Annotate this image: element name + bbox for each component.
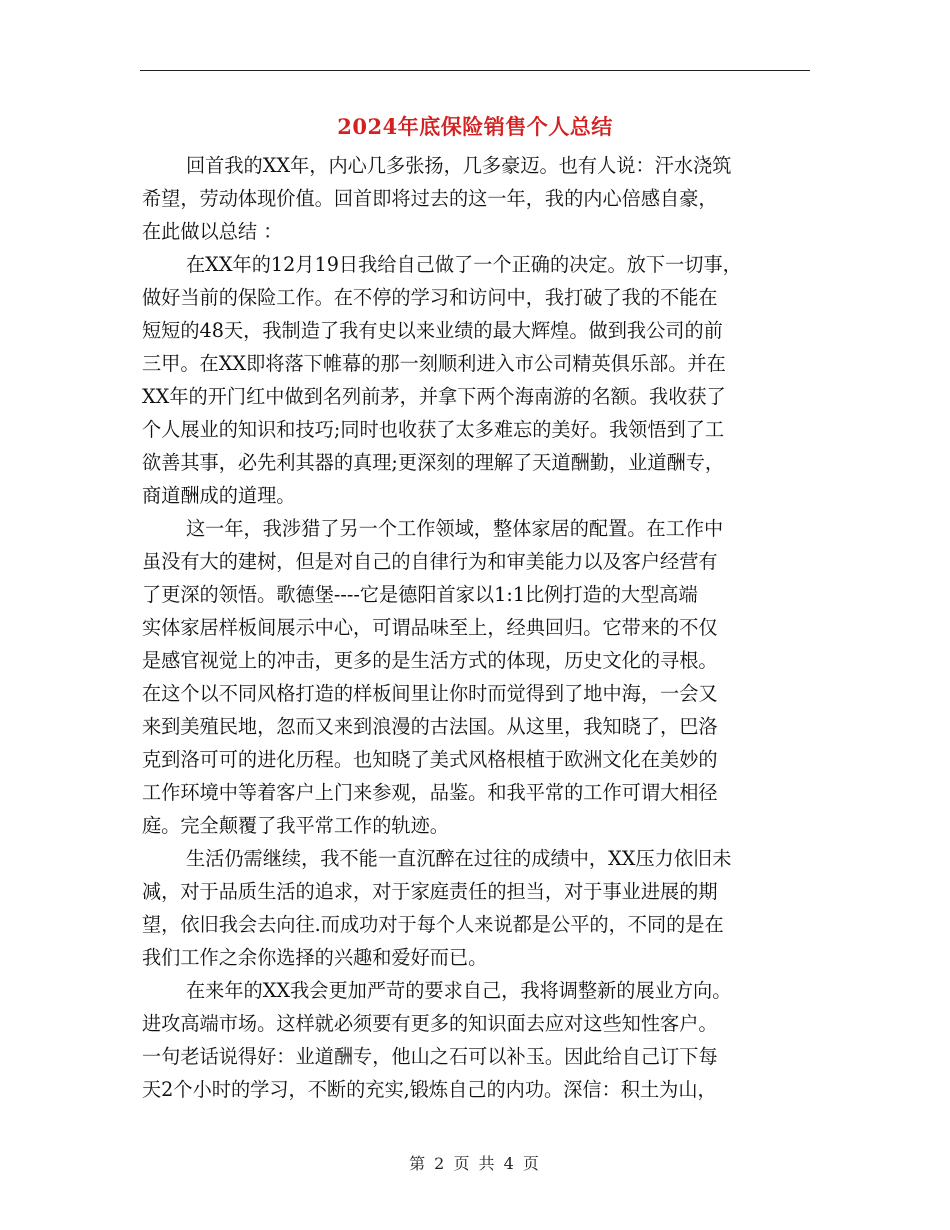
header-rule xyxy=(140,70,810,71)
paragraph-line: 进攻高端市场。这样就必须要有更多的知识面去应对这些知性客户。 xyxy=(142,1012,718,1035)
paragraph-line: XX年的开门红中做到名列前茅，并拿下两个海南游的名额。我收获了 xyxy=(142,385,726,408)
page-number: 第 2 页 共 4 页 xyxy=(409,1154,541,1173)
document-title: 2024年底保险销售个人总结 xyxy=(337,114,613,139)
paragraph-line: 望，依旧我会去向往.而成功对于每个人来说都是公平的，不同的是在 xyxy=(142,913,724,936)
paragraph-line: 了更深的领悟。歌德堡----它是德阳首家以1:1比例打造的大型高端 xyxy=(142,583,698,606)
paragraph-line: 做好当前的保险工作。在不停的学习和访问中，我打破了我的不能在 xyxy=(142,286,718,309)
paragraph-first-line: 生活仍需继续，我不能一直沉醉在过往的成绩中，XX压力依旧未 xyxy=(186,847,732,870)
paragraph-line: 虽没有大的建树，但是对自己的自律行为和审美能力以及客户经营有 xyxy=(142,550,718,573)
paragraph-line: 我们工作之余你选择的兴趣和爱好而已。 xyxy=(142,946,488,969)
paragraph-line: 三甲。在XX即将落下帷幕的那一刻顺利进入市公司精英俱乐部。并在 xyxy=(142,352,726,375)
paragraph-line: 在此做以总结 ： xyxy=(142,220,283,243)
paragraph-line: 是感官视觉上的冲击，更多的是生活方式的体现，历史文化的寻根。 xyxy=(142,649,718,672)
paragraph-line: 克到洛可可的进化历程。也知晓了美式风格根植于欧洲文化在美妙的 xyxy=(142,748,718,771)
paragraph-line: 天2个小时的学习，不断的充实,锻炼自己的内功。深信：积土为山， xyxy=(142,1078,717,1101)
paragraph-line: 来到美殖民地，忽而又来到浪漫的古法国。从这里，我知晓了，巴洛 xyxy=(142,715,718,738)
paragraph-first-line: 在XX年的12月19日我给自己做了一个正确的决定。放下一切事， xyxy=(186,253,742,276)
paragraph-line: 希望，劳动体现价值。回首即将过去的这一年，我的内心倍感自豪， xyxy=(142,187,718,210)
paragraph-line: 庭。完全颠覆了我平常工作的轨迹。 xyxy=(142,814,449,837)
paragraph-line: 一句老话说得好：业道酬专，他山之石可以补玉。因此给自己订下每 xyxy=(142,1045,718,1068)
paragraph-line: 在这个以不同风格打造的样板间里让你时而觉得到了地中海，一会又 xyxy=(142,682,718,705)
paragraph-line: 商道酬成的道理。 xyxy=(142,484,296,507)
paragraph-first-line: 回首我的XX年，内心几多张扬，几多豪迈。也有人说：汗水浇筑 xyxy=(186,154,732,177)
paragraph-line: 个人展业的知识和技巧;同时也收获了太多难忘的美好。我领悟到了工 xyxy=(142,418,725,441)
paragraph-line: 欲善其事，必先利其器的真理;更深刻的理解了天道酬勤，业道酬专， xyxy=(142,451,725,474)
paragraph-line: 工作环境中等着客户上门来参观，品鉴。和我平常的工作可谓大相径 xyxy=(142,781,718,804)
document-body xyxy=(142,149,810,1106)
paragraph-first-line: 这一年，我涉猎了另一个工作领域，整体家居的配置。在工作中 xyxy=(186,517,724,540)
paragraph-first-line: 在来年的XX我会更加严苛的要求自己，我将调整新的展业方向。 xyxy=(186,979,732,1002)
paragraph-line: 减，对于品质生活的追求，对于家庭责任的担当，对于事业进展的期 xyxy=(142,880,718,903)
paragraph-line: 实体家居样板间展示中心，可谓品味至上，经典回归。它带来的不仅 xyxy=(142,616,718,639)
paragraph-line: 短短的48天，我制造了我有史以来业绩的最大辉煌。做到我公司的前 xyxy=(142,319,723,342)
